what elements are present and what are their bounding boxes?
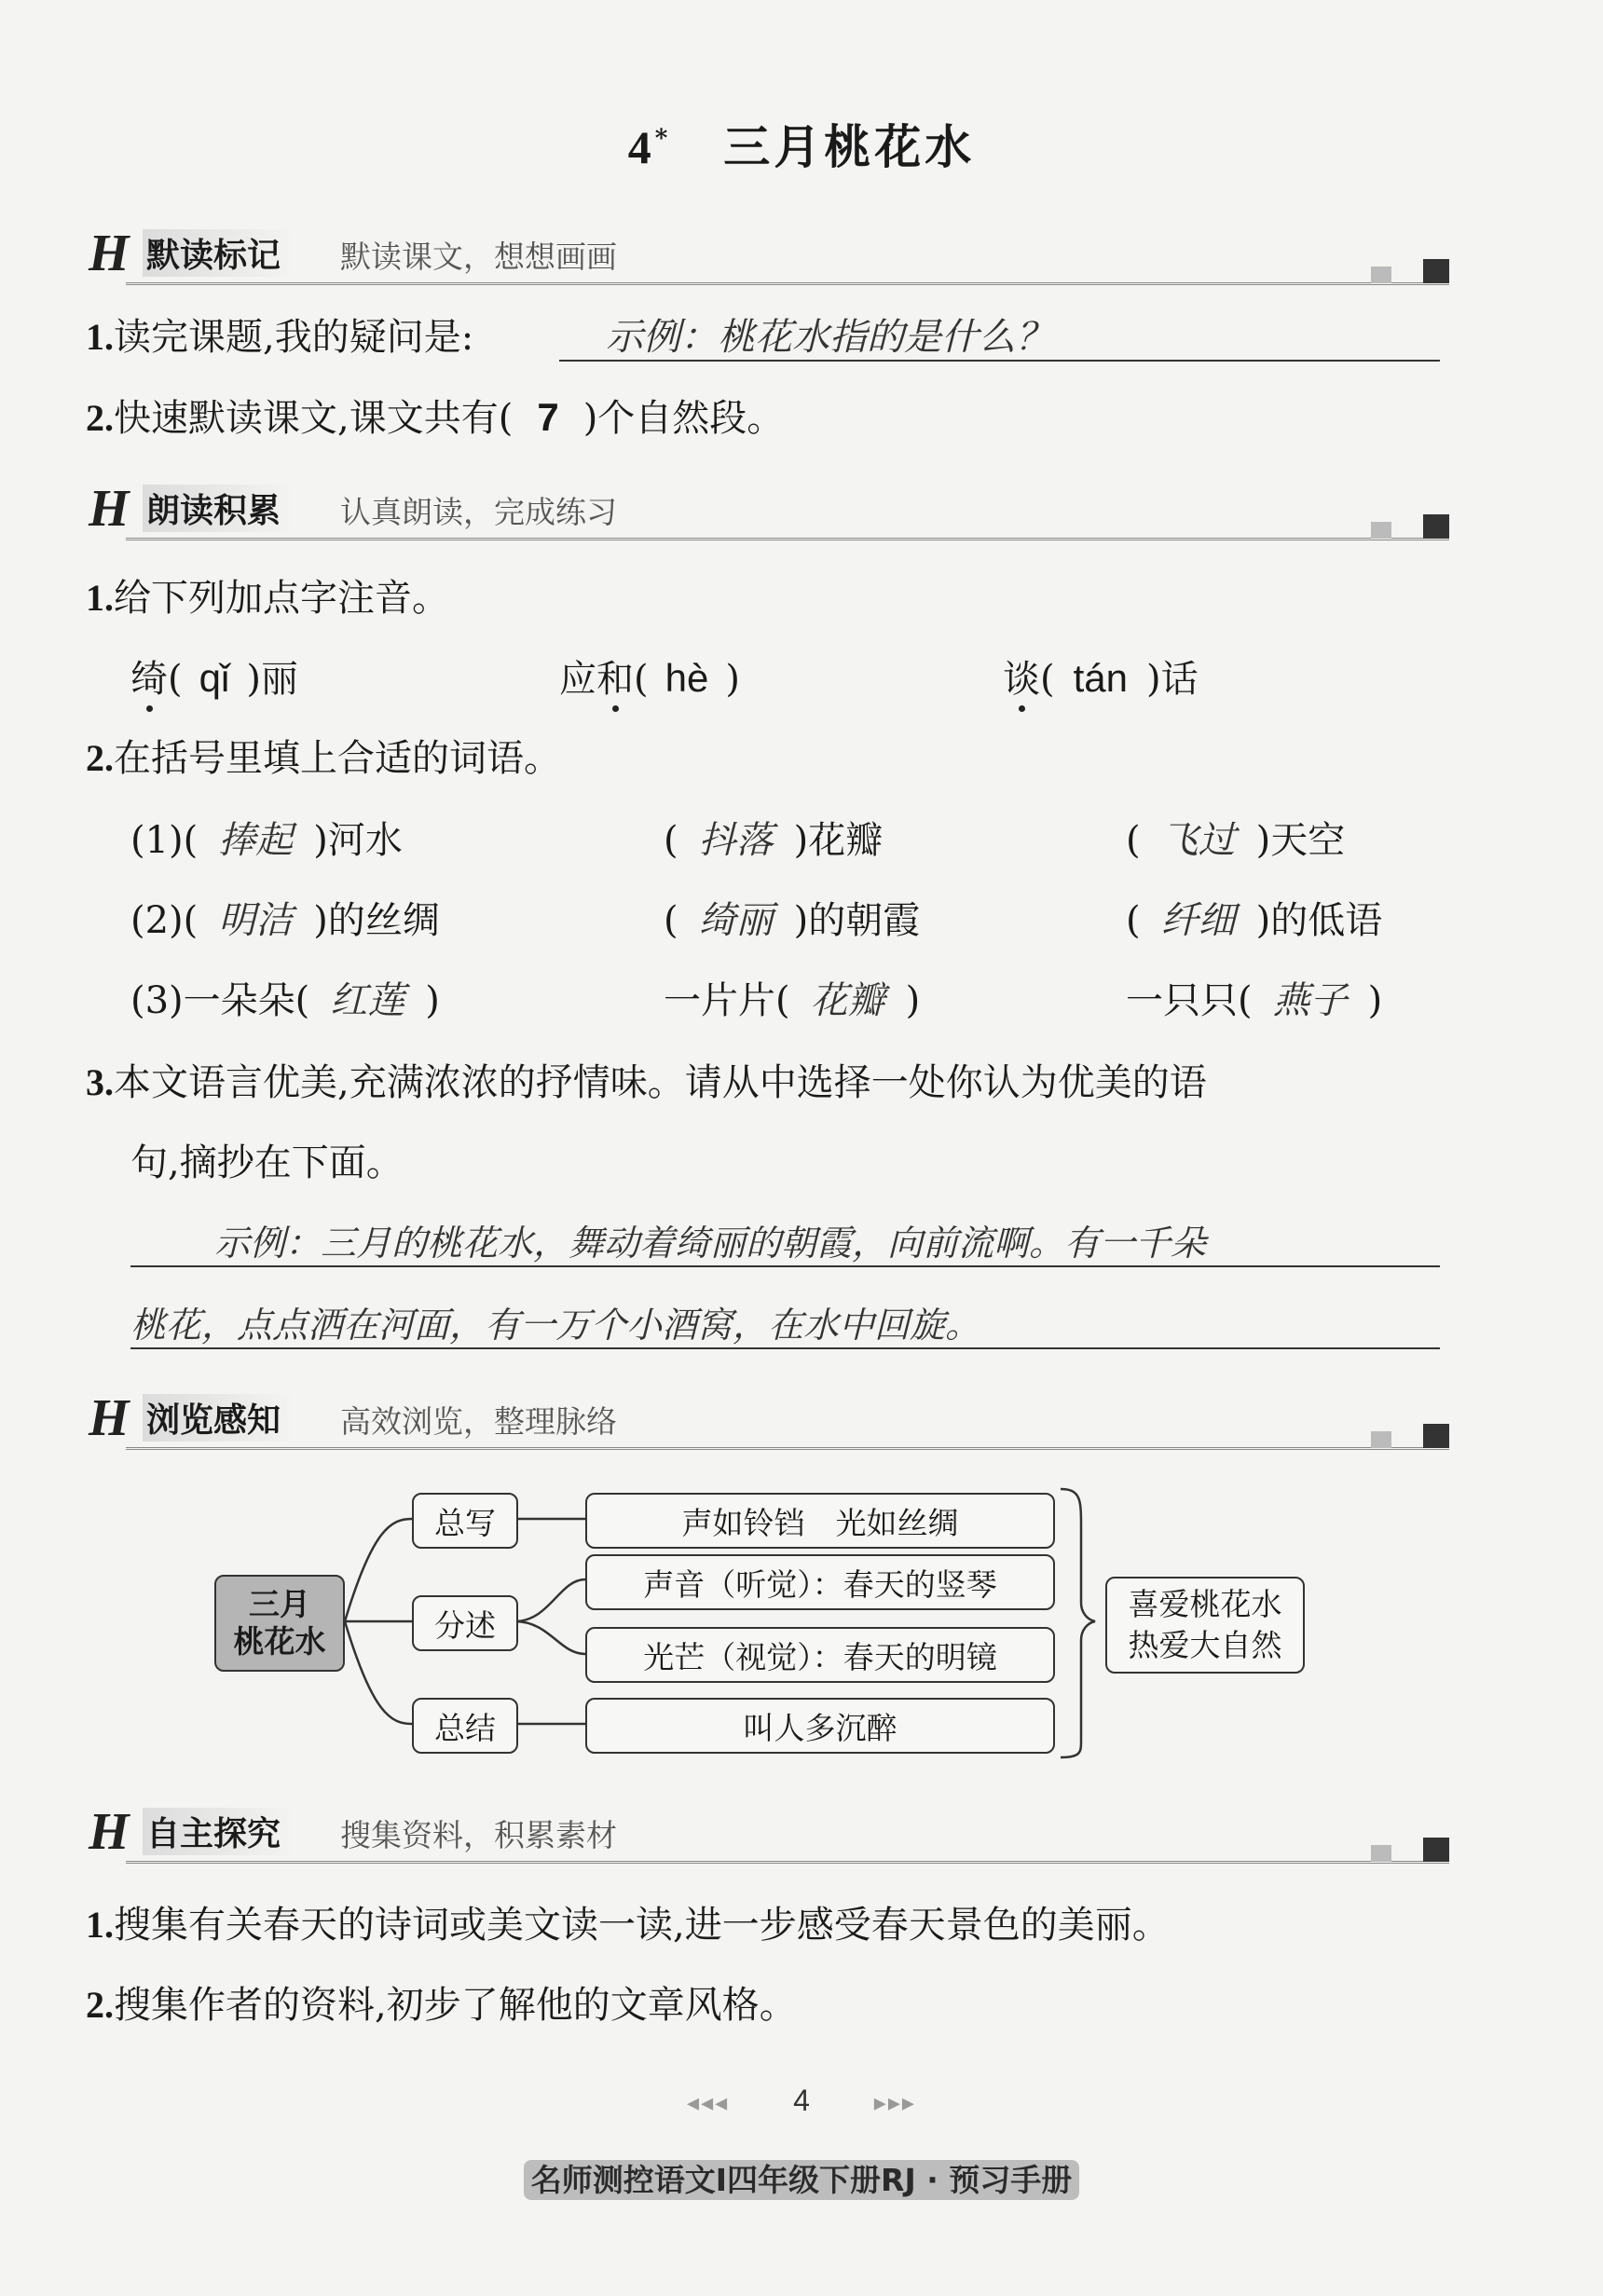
section-logo-icon: H [89, 225, 130, 282]
section-subtitle: 搜集资料，积累素材 [340, 1817, 617, 1853]
structure-diagram [205, 1472, 1323, 1770]
question-read-2: 2.在括号里填上合适的词语。 [86, 737, 561, 780]
fill-word-item: ( 绮丽 )的朝霞 [664, 899, 921, 942]
fill-word-item: (1)( 捧起 )河水 [130, 819, 403, 862]
paragraph-count: 7 [537, 395, 559, 439]
section-header-silent-reading [89, 224, 1449, 289]
question-explore-2: 2.搜集作者的资料,初步了解他的文章风格。 [86, 1984, 797, 2027]
fill-word-item: (2)( 明洁 )的丝绸 [130, 899, 440, 942]
diagram-desc-sound: 声音（听觉）：春天的竖琴 [585, 1554, 1055, 1610]
fill-word-item: (3)一朵朵( 红莲 ) [130, 979, 440, 1022]
section-name: 朗读积累 [143, 485, 295, 532]
answer-line: 桃花，点点洒在河面，有一万个小酒窝，在水中回旋。 [130, 1299, 1440, 1349]
diagram-desc-light: 光芒（视觉）：春天的明镜 [585, 1627, 1055, 1683]
section-header-read-aloud [89, 479, 1449, 544]
diagram-node-summary: 总结 [412, 1698, 518, 1754]
question-read-1: 1.给下列加点字注音。 [86, 577, 449, 620]
section-logo-icon: H [89, 1803, 130, 1861]
fill-word-item: ( 抖落 )花瓣 [664, 819, 884, 862]
fill-word-item: ( 纤细 )的低语 [1126, 899, 1383, 942]
section-name: 浏览感知 [143, 1394, 295, 1442]
book-title: 名师测控语文Ⅰ四年级下册RJ · 预习手册 [0, 2156, 1603, 2200]
fill-word-item: ( 飞过 )天空 [1126, 819, 1346, 862]
lesson-title [0, 110, 1603, 177]
question-read-3-cont: 句,摘抄在下面。 [130, 1141, 404, 1184]
question-explore-1: 1.搜集有关春天的诗词或美文读一读,进一步感受春天景色的美丽。 [86, 1904, 1170, 1947]
pinyin-item: 谈( tán )话 [1003, 656, 1199, 701]
answer-blank-question: 示例：桃花水指的是什么？ [559, 311, 1440, 362]
question-read-3: 3.本文语言优美,充满浓浓的抒情味。请从中选择一处你认为优美的语 [86, 1061, 1207, 1104]
section-header-explore [89, 1802, 1449, 1867]
lesson-name: 三月桃花水 [723, 119, 976, 174]
question-silent-2: 2.快速默读课文,课文共有( 7 )个自然段。 [86, 395, 785, 440]
fill-word-item: 一只只( 燕子 ) [1126, 979, 1383, 1022]
diagram-result: 喜爱桃花水 热爱大自然 [1105, 1577, 1305, 1674]
pinyin-item: 应和( hè ) [559, 656, 740, 701]
pinyin-item: 绮( qǐ )丽 [130, 656, 298, 701]
lesson-star: * [654, 125, 672, 154]
diagram-center-node: 三月 桃花水 [214, 1575, 345, 1672]
fill-word-item: 一片片( 花瓣 ) [664, 979, 921, 1022]
diagram-node-divide: 分述 [412, 1595, 518, 1651]
section-name: 默读标记 [143, 229, 295, 277]
section-logo-icon: H [89, 480, 130, 538]
section-logo-icon: H [89, 1389, 130, 1447]
next-arrows-icon: ▸▸▸ [873, 2088, 916, 2116]
diagram-node-total: 总写 [412, 1493, 518, 1549]
section-subtitle: 默读课文，想想画画 [340, 239, 617, 275]
lesson-number: 4 [627, 121, 655, 173]
section-header-browse [89, 1388, 1449, 1454]
page-number: ◂◂◂ 4 ▸▸▸ [687, 2084, 916, 2117]
prev-arrows-icon: ◂◂◂ [687, 2088, 730, 2116]
question-silent-1: 1.读完课题,我的疑问是: [86, 316, 474, 359]
section-subtitle: 高效浏览，整理脉络 [340, 1403, 617, 1440]
diagram-desc-total: 声如铃铛 光如丝绸 [585, 1493, 1055, 1549]
section-subtitle: 认真朗读，完成练习 [340, 494, 617, 530]
section-name: 自主探究 [143, 1808, 295, 1855]
diagram-desc-summary: 叫人多沉醉 [585, 1698, 1055, 1754]
answer-line: 示例：三月的桃花水，舞动着绮丽的朝霞，向前流啊。有一千朵 [130, 1217, 1440, 1267]
